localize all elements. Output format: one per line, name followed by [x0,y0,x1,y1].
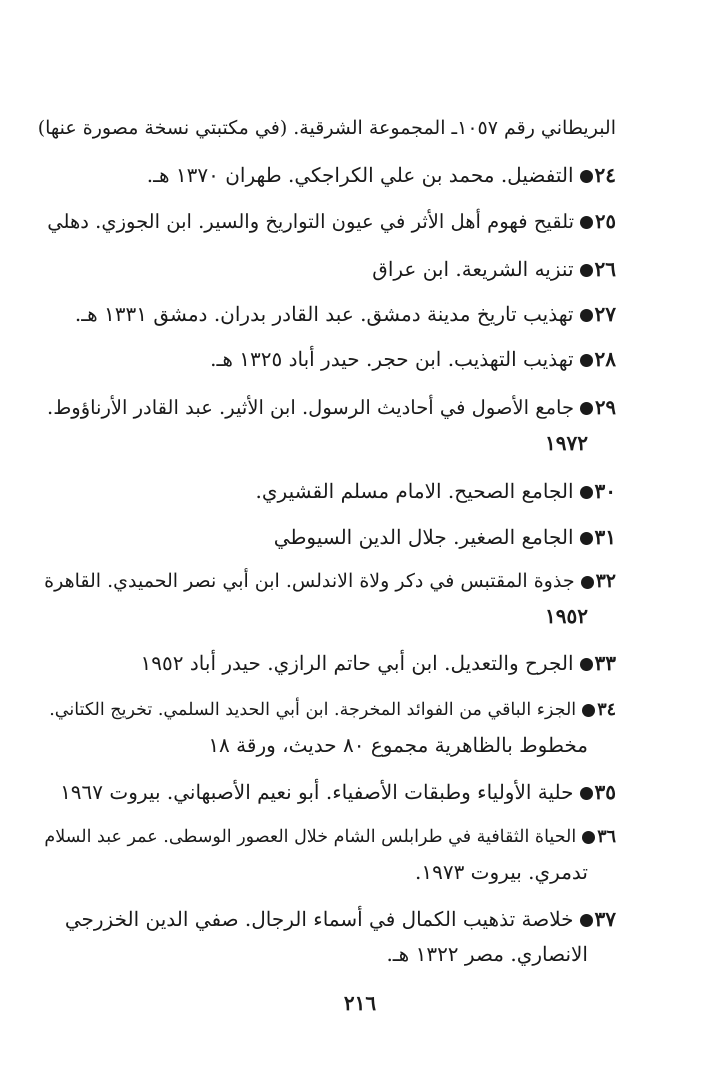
entry-text: تنزيه الشريعة. ابن عراق [372,257,574,281]
entry-text: الحياة الثقافية في طرابلس الشام خلال العصور الوسطى. عمر عبد السلام [44,827,577,847]
bullet-icon [582,831,595,844]
entry-number: ٣٢ [595,570,616,592]
entry-continuation: الانصاري. مصر ١٣٢٢ هـ. [386,942,588,966]
list-item [274,522,616,552]
entry-number: ٢٦ [594,257,616,281]
list-item-continuation [545,428,588,458]
list-item [47,207,616,237]
entry-number: ٣٣ [594,651,616,675]
bullet-icon [580,402,593,415]
list-item [147,160,616,190]
entry-text: الجامع الصحيح. الامام مسلم القشيري. [255,479,574,503]
list-item-continuation [208,730,588,760]
list-item [210,344,616,374]
entry-text: خلاصة تذهيب الكمال في أسماء الرجال. صفي الدين الخزرجي [64,907,574,931]
entry-text: التفضيل. محمد بن علي الكراجكي. طهران ١٣٧٠ هـ. [146,163,574,187]
list-item-continuation [545,601,588,631]
entry-number: ٢٩ [595,396,616,419]
list-item [372,254,616,284]
list-item [141,648,616,678]
entry-number: ٣١ [594,525,616,549]
entry-number: ٢٤ [594,163,616,187]
entry-text: حلية الأولياء وطبقات الأصفياء. أبو نعيم الأصبهاني. بيروت ١٩٦٧ [60,780,574,804]
bullet-icon [580,787,593,800]
entry-number: ٣٦ [597,827,616,847]
entry-continuation: ١٩٥٢ [545,604,588,628]
list-item-continuation [415,857,588,887]
bullet-icon [580,264,593,277]
list-item [49,695,616,725]
bullet-icon [580,354,593,367]
list-item [60,777,616,807]
page-number: ٢١٦ [343,991,377,1015]
entry-number: ٣٧ [594,907,616,931]
entry-number: ٢٨ [594,347,616,371]
entry-number: ٣٥ [594,780,616,804]
entry-number: ٣٠ [594,479,616,503]
bullet-icon [580,216,593,229]
list-item [37,113,616,143]
entry-text: الجزء الباقي من الفوائد المخرجة. ابن أبي الحديد السلمي. تخريج الكتاني. [49,700,577,720]
bullet-icon [580,486,593,499]
list-item [44,566,616,596]
entry-text: الجامع الصغير. جلال الدين السيوطي [273,525,574,549]
entry-continuation: تدمري. بيروت ١٩٧٣. [415,860,588,884]
bullet-icon [580,914,593,927]
list-item [44,822,616,852]
list-item [64,904,616,934]
list-item [256,476,616,506]
entry-text: تلقيح فهوم أهل الأثر في عيون التواريخ والسير. ابن الجوزي. دهلي [47,210,575,233]
entry-number: ٣٤ [597,700,616,720]
bullet-icon [580,658,593,671]
entry-continuation: ١٩٧٢ [545,431,588,455]
entry-text: جامع الأصول في أحاديث الرسول. ابن الأثير. عبد القادر الأرناؤوط. [47,396,575,419]
entry-text: تهذيب تاريخ مدينة دمشق. عبد القادر بدران. دمشق ١٣٣١ هـ. [74,302,574,326]
entry-number: ٢٥ [595,210,616,233]
entry-text: الجرح والتعديل. ابن أبي حاتم الرازي. حيدر أباد ١٩٥٢ [140,651,574,675]
bullet-icon [580,309,593,322]
entry-continuation: مخطوط بالظاهرية مجموع ٨٠ حديث، ورقة ١٨ [208,733,588,757]
list-item [75,299,616,329]
list-item-continuation [386,939,588,969]
entry-text: جذوة المقتبس في دكر ولاة الاندلس. ابن أبي نصر الحميدي. القاهرة [44,570,575,592]
list-item [47,393,616,423]
bullet-icon [582,704,595,717]
bullet-icon [581,576,594,589]
entry-text: البريطاني رقم ١٠٥٧ـ المجموعة الشرقية. (في مكتبتي نسخة مصورة عنها) [37,117,616,139]
entry-number: ٢٧ [594,302,616,326]
entry-text: تهذيب التهذيب. ابن حجر. حيدر أباد ١٣٢٥ هـ. [210,347,574,371]
bullet-icon [580,532,593,545]
bullet-icon [580,170,593,183]
